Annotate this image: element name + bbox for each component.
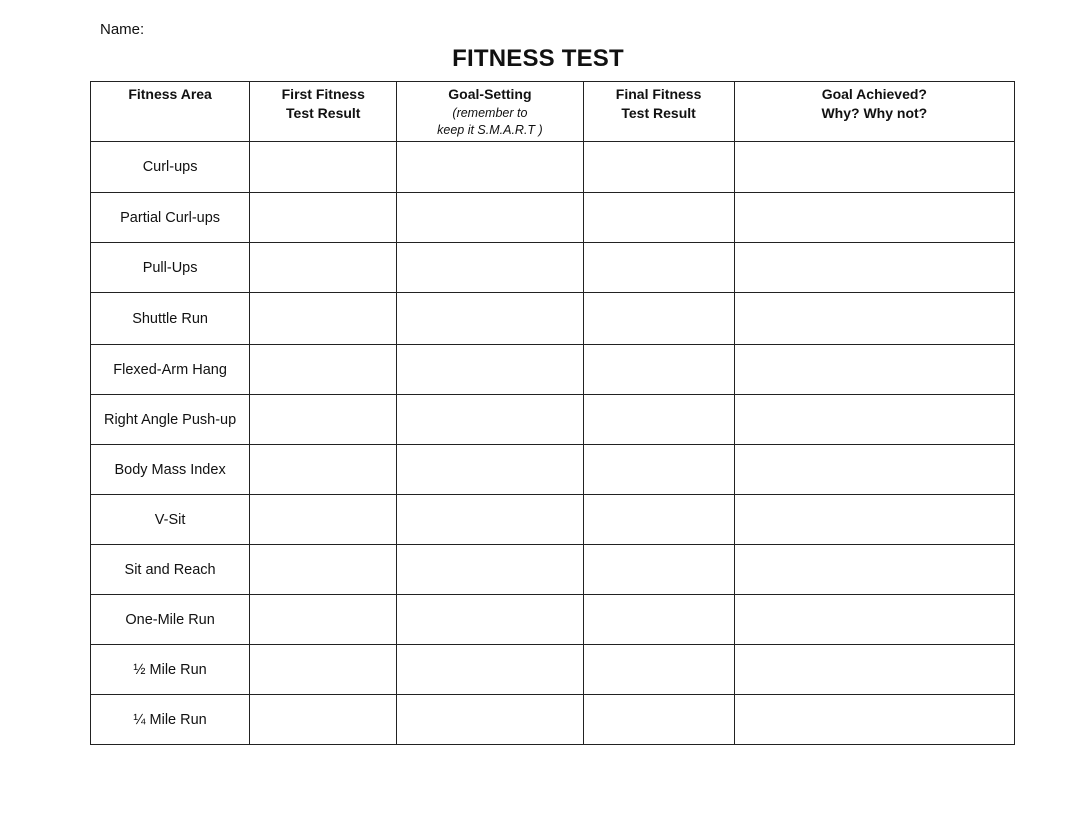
goal-setting-cell[interactable] — [397, 445, 583, 495]
goal-achieved-cell[interactable] — [734, 545, 1014, 595]
goal-setting-cell[interactable] — [397, 695, 583, 745]
header-row — [91, 82, 1015, 142]
first-result-cell[interactable] — [250, 445, 397, 495]
goal-setting-cell[interactable] — [397, 345, 583, 395]
final-result-cell[interactable] — [583, 293, 734, 345]
goal-setting-cell[interactable] — [397, 243, 583, 293]
goal-setting-cell[interactable] — [397, 545, 583, 595]
fitness-area-cell: Right Angle Push-up — [91, 395, 250, 445]
header-fitness-area — [91, 82, 250, 142]
header-final-result — [583, 82, 734, 142]
table-row — [91, 595, 1015, 645]
header-goal-note-line1: (remember to — [452, 106, 528, 120]
fitness-area-cell: Flexed-Arm Hang — [91, 345, 250, 395]
header-goal-achieved-line1: Goal Achieved? — [821, 86, 927, 102]
final-result-cell[interactable] — [583, 495, 734, 545]
goal-achieved-cell[interactable] — [734, 695, 1014, 745]
goal-achieved-cell[interactable] — [734, 193, 1014, 243]
fitness-area-cell: ½ Mile Run — [91, 645, 250, 695]
first-result-cell[interactable] — [250, 545, 397, 595]
final-result-cell[interactable] — [583, 545, 734, 595]
table-row — [91, 395, 1015, 445]
fitness-area-cell: ¼ Mile Run — [91, 695, 250, 745]
final-result-cell[interactable] — [583, 395, 734, 445]
header-goal-setting-label: Goal-Setting — [448, 86, 532, 102]
name-label: Name: — [100, 21, 145, 38]
goal-setting-cell[interactable] — [397, 495, 583, 545]
header-final-result-line2: Test Result — [621, 105, 696, 121]
fitness-area-cell: Partial Curl-ups — [91, 193, 250, 243]
fitness-area-cell: Body Mass Index — [91, 445, 250, 495]
header-goal-setting — [397, 82, 583, 142]
fitness-area-cell: Pull-Ups — [91, 243, 250, 293]
table-row — [91, 695, 1015, 745]
header-goal-achieved — [734, 82, 1014, 142]
goal-setting-cell[interactable] — [397, 293, 583, 345]
goal-achieved-cell[interactable] — [734, 445, 1014, 495]
table-row — [91, 495, 1015, 545]
goal-achieved-cell[interactable] — [734, 645, 1014, 695]
page-title: FITNESS TEST — [452, 45, 624, 72]
fitness-table — [90, 81, 1015, 745]
header-goal-achieved-line2: Why? Why not? — [821, 105, 928, 121]
header-final-result-line1: Final Fitness — [615, 86, 702, 102]
first-result-cell[interactable] — [250, 142, 397, 193]
goal-setting-cell[interactable] — [397, 645, 583, 695]
goal-setting-cell[interactable] — [397, 595, 583, 645]
table-row — [91, 545, 1015, 595]
header-goal-note-line2: keep it S.M.A.R.T ) — [437, 123, 543, 137]
goal-setting-cell[interactable] — [397, 142, 583, 193]
fitness-area-cell: Sit and Reach — [91, 545, 250, 595]
goal-achieved-cell[interactable] — [734, 142, 1014, 193]
first-result-cell[interactable] — [250, 595, 397, 645]
final-result-cell[interactable] — [583, 345, 734, 395]
first-result-cell[interactable] — [250, 645, 397, 695]
final-result-cell[interactable] — [583, 695, 734, 745]
final-result-cell[interactable] — [583, 645, 734, 695]
header-first-result-line2: Test Result — [286, 105, 361, 121]
header-first-result-line1: First Fitness — [281, 86, 365, 102]
first-result-cell[interactable] — [250, 243, 397, 293]
first-result-cell[interactable] — [250, 495, 397, 545]
header-fitness-area-label: Fitness Area — [128, 86, 212, 102]
goal-achieved-cell[interactable] — [734, 243, 1014, 293]
final-result-cell[interactable] — [583, 595, 734, 645]
header-first-result — [250, 82, 397, 142]
goal-achieved-cell[interactable] — [734, 495, 1014, 545]
first-result-cell[interactable] — [250, 695, 397, 745]
table-row — [91, 293, 1015, 345]
first-result-cell[interactable] — [250, 193, 397, 243]
table-row — [91, 142, 1015, 193]
goal-setting-cell[interactable] — [397, 193, 583, 243]
table-row — [91, 345, 1015, 395]
table-row — [91, 243, 1015, 293]
goal-achieved-cell[interactable] — [734, 345, 1014, 395]
first-result-cell[interactable] — [250, 293, 397, 345]
final-result-cell[interactable] — [583, 243, 734, 293]
goal-achieved-cell[interactable] — [734, 395, 1014, 445]
final-result-cell[interactable] — [583, 193, 734, 243]
final-result-cell[interactable] — [583, 445, 734, 495]
goal-achieved-cell[interactable] — [734, 293, 1014, 345]
fitness-area-cell: Curl-ups — [91, 142, 250, 193]
first-result-cell[interactable] — [250, 395, 397, 445]
fitness-area-cell: One-Mile Run — [91, 595, 250, 645]
fitness-area-cell: V-Sit — [91, 495, 250, 545]
first-result-cell[interactable] — [250, 345, 397, 395]
fitness-area-cell: Shuttle Run — [91, 293, 250, 345]
table-row — [91, 645, 1015, 695]
table-row — [91, 193, 1015, 243]
goal-setting-cell[interactable] — [397, 395, 583, 445]
goal-achieved-cell[interactable] — [734, 595, 1014, 645]
final-result-cell[interactable] — [583, 142, 734, 193]
table-row — [91, 445, 1015, 495]
